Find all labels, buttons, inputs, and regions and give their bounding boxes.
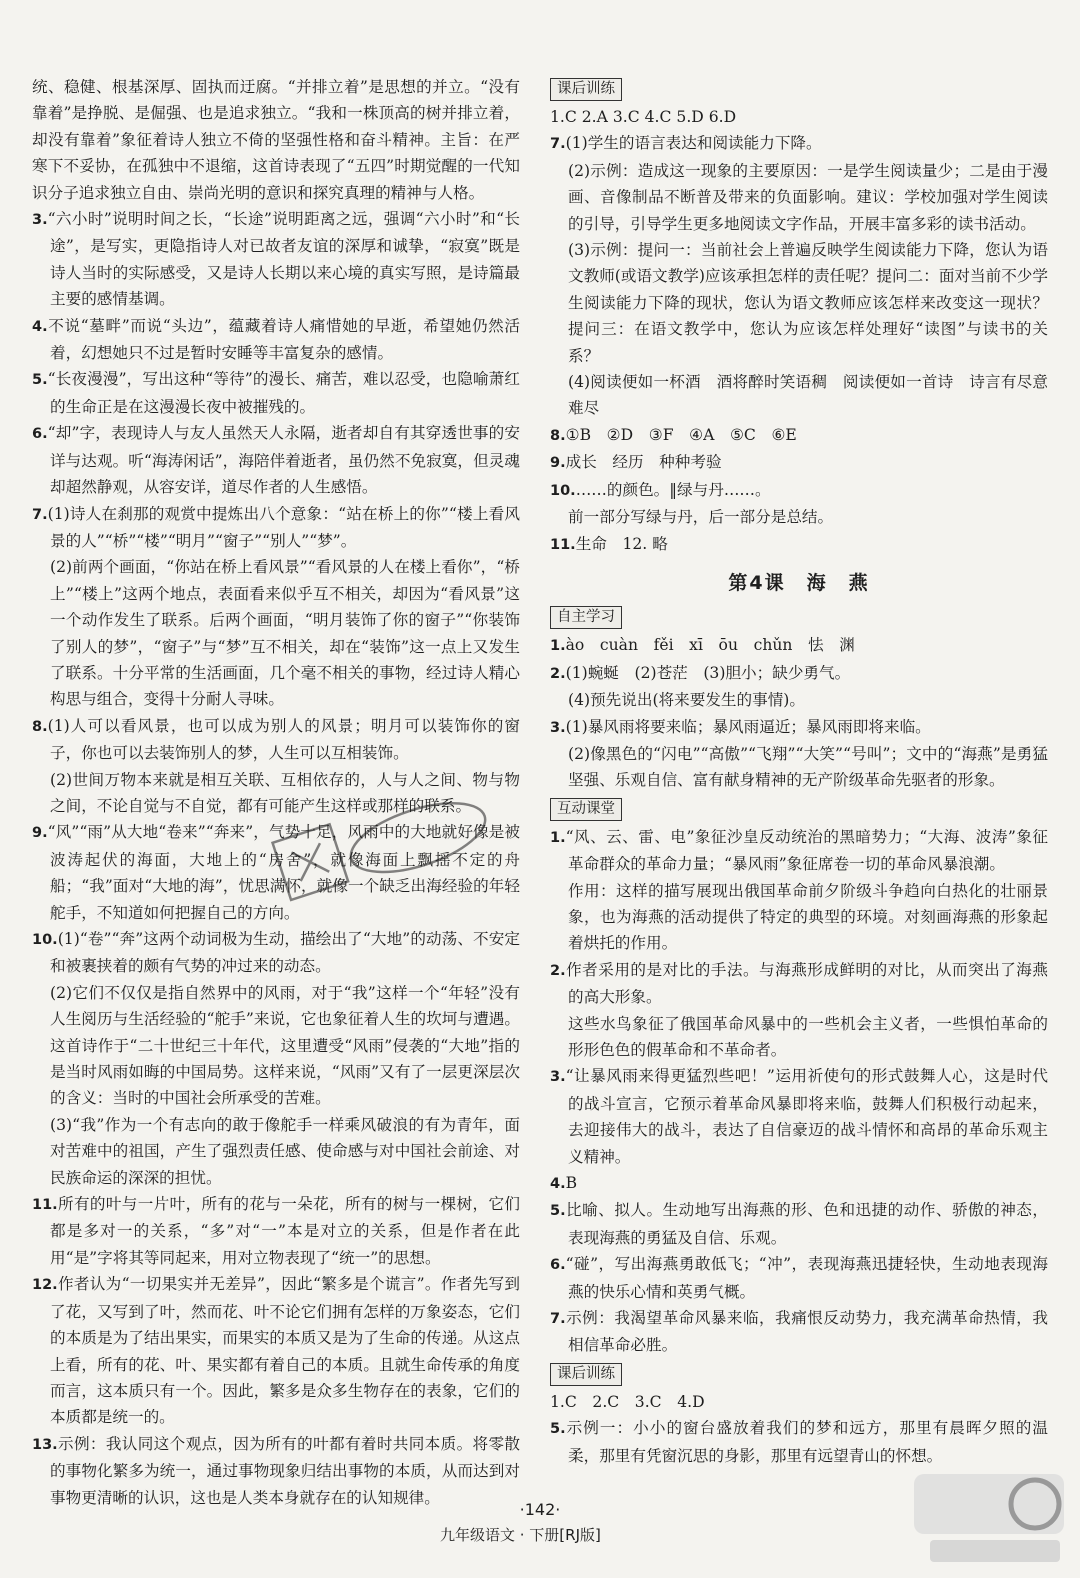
section-interactive: [550, 794, 1048, 1359]
answer-line: [32, 554, 520, 712]
answer-text: 1.C 2.A 3.C 4.C 5.D 6.D: [550, 108, 737, 126]
answer-line: [550, 632, 1048, 659]
question-number: 3.: [550, 719, 566, 736]
answer-text: (4)阅读便如一杯酒 酒将醉时笑语稠 阅读便如一首诗 诗言有尽意难尽: [568, 373, 1048, 418]
answer-line: [550, 504, 1048, 530]
question-number: 9.: [32, 825, 48, 842]
answer-line: [32, 313, 520, 367]
answer-line: [550, 957, 1048, 1011]
answer-text: 前一部分写绿与丹，后一部分是总结。: [568, 508, 834, 527]
answer-text: (1)人可以看风景，也可以成为别人的风景；明月可以装饰你的窗子，你也可以去装饰别人的梦，人生可以互相装饰。: [47, 716, 520, 763]
answer-line: [32, 980, 520, 1112]
right-column: [550, 74, 1048, 1469]
answer-line: [32, 501, 520, 555]
answer-text: 1.C 2.C 3.C 4.D: [550, 1392, 705, 1411]
answer-text: (1)学生的语言表达和阅读能力下降。: [565, 134, 822, 153]
answer-line: [550, 1389, 1048, 1415]
answer-line: [32, 206, 520, 313]
section-after-class-2: [550, 1359, 1048, 1469]
answer-line: [550, 369, 1048, 422]
answer-text: 这些水鸟象征了俄国革命风暴中的一些机会主义者，一些惧怕革命的形形色色的假革命和不革命者。: [568, 1014, 1048, 1059]
footer-book-title: 九年级语文 · 下册[RJ版]: [440, 1526, 601, 1544]
answer-line: [550, 687, 1048, 713]
section-after-class-1: [550, 74, 1048, 558]
question-number: 2.: [550, 665, 566, 682]
answer-text: “风、云、雷、电”象征沙皇反动统治的黑暗势力；“大海、波涛”象征革命群众的革命力量；“暴风雨”象征席卷一切的革命风暴浪潮。: [565, 827, 1048, 874]
question-number: 9.: [550, 455, 566, 472]
question-number: 5.: [550, 1203, 566, 1220]
answer-text: (1)诗人在刹那的观赏中提炼出八个意象：“站在桥上的你”“楼上看风景的人”“桥”“楼”“明月”“窗子”“别人”“梦”。: [47, 504, 520, 550]
answer-line: [550, 1251, 1048, 1305]
watermark-logo: [910, 1470, 1070, 1570]
answer-text: (2)世间万物本来就是相互关联、互相依存的，人与人之间、物与物之间，不论自觉与不自觉，都有可能产生这样或那样的联系。: [50, 770, 520, 815]
answer-text: 不说“墓畔”而说“头边”，蕴藏着诗人痛惜她的早逝，希望她仍然活着，幻想她只不过是暂时安睡等丰富复杂的感情。: [47, 316, 520, 363]
answer-text: (3)示例：提问一：当前社会上普遍反映学生阅读能力下降，您认为语文教师(或语文教学)应该承担怎样的责任呢？提问二：面对当前不少学生阅读能力下降的现状，您认为语文教师应该怎样来改变这一现状？提问三：在语文教学中，您认为应该怎样处理好“读图”与读书的关系？: [568, 241, 1048, 365]
answer-line: [550, 104, 1048, 130]
answer-text: “六小时”说明时间之长，“长途”说明距离之远，强调“六小时”和“长途”，是写实，更隐指诗人对已故者友谊的深厚和诚挚，“寂寞”既是诗人当时的实际感受，又是诗人长期以来心境的真实写照，是诗篇最主要的感情基调。: [47, 210, 520, 309]
answer-text: 示例：我认同这个观点，因为所有的叶都有着时共同本质。将零散的事物化繁多为统一，通过事物现象归结出事物的本质，从而达到对事物更清晰的认识，这也是人类本身就存在的认知规律。: [50, 1434, 520, 1507]
answer-text: (2)示例：造成这一现象的主要原因：一是学生阅读量少；二是由于漫画、音像制品不断普及带来的负面影响。建议：学校加强对学生阅读的引导，引导学生更多地阅读文字作品，开展丰富多彩的读书活动。: [568, 161, 1048, 233]
question-number: 5.: [32, 372, 48, 389]
question-number: 2.: [550, 962, 566, 979]
section-label: 自主学习: [550, 606, 622, 629]
answer-text: (2)像黑色的“闪电”“高傲”“飞翔”“大笑”“号叫”；文中的“海燕”是勇猛坚强、乐观自信、富有献身精神的无产阶级革命先驱者的形象。: [568, 744, 1048, 790]
answer-line: [550, 824, 1048, 878]
lesson-title: 第4课 海 燕: [728, 571, 870, 594]
answer-line: [550, 1170, 1048, 1197]
answer-line: [550, 1197, 1048, 1251]
answer-line: [550, 878, 1048, 957]
answer-line: [550, 158, 1048, 237]
answer-line: [550, 1415, 1048, 1469]
section-self-study: [550, 602, 1048, 793]
answer-text: 作用：这样的描写展现出俄国革命前夕阶级斗争趋向白热化的壮丽景象，也为海燕的活动提供了特定的典型的环境。对刻画海燕的形象起着烘托的作用。: [568, 881, 1048, 953]
question-number: 3.: [550, 1069, 566, 1086]
question-number: 7.: [550, 136, 566, 153]
answer-text: 示例：我渴望革命风暴来临，我痛恨反动势力，我充满革命热情，我相信革命必胜。: [565, 1309, 1048, 1355]
question-number: 4.: [32, 318, 48, 335]
answer-text: “风”“雨”从大地“卷来”“奔来”，气势十足，风雨中的大地就好像是被波涛起伏的海面，大地上的“房舍”，就像海面上飘摇不定的舟船；“我”面对“大地的海”，忧思满怀，就像一个缺乏出海经验的年轻舵手，不知道如何把握自己的方向。: [47, 823, 520, 922]
question-number: 13.: [32, 1436, 58, 1453]
question-number: 11.: [550, 536, 576, 553]
answer-text: 作者认为“一切果实并无差异”，因此“繁多是个谎言”。作者先写到了花，又写到了叶，然而花、叶不论它们拥有怎样的万象姿态，它们的本质是为了结出果实，而果实的本质又是为了生命的传递。从这点上看，所有的花、叶、果实都有着自己的本质。且就生命传承的角度而言，这本质只有一个。因此，繁多是众多生物存在的表象，它们的本质都是统一的。: [50, 1275, 520, 1427]
answer-text: “让暴风雨来得更猛烈些吧！”运用祈使句的形式鼓舞人心，这是时代的战斗宣言，它预示着革命风暴即将来临，鼓舞人们积极行动起来，去迎接伟大的战斗，表达了自信豪迈的战斗情怀和高昂的革命乐观主义精神。: [565, 1067, 1048, 1166]
answer-line: [550, 741, 1048, 794]
section-label: 课后训练: [550, 1363, 622, 1386]
answer-line: [550, 1305, 1048, 1359]
answer-line: [32, 1191, 520, 1271]
answer-line: [550, 1063, 1048, 1170]
question-number: 10.: [550, 482, 576, 499]
answer-text: “却”字，表现诗人与友人虽然天人永隔，逝者却自有其穿透世事的安详与达观。听“海涛闲话”，海陪伴着逝者，虽仍然不免寂寞，但灵魂却超然静观，从容安详，道尽作者的人生感悟。: [47, 424, 520, 497]
question-number: 8.: [550, 427, 566, 444]
answer-line: [32, 926, 520, 980]
answer-line: [32, 420, 520, 500]
answer-line: [32, 366, 520, 420]
answer-text: 生命 12. 略: [575, 534, 668, 553]
answer-text: (1)“卷”“奔”这两个动词极为生动，描绘出了“大地”的动荡、不安定和被裹挟着的颇有气势的冲过来的动态。: [50, 930, 520, 976]
answer-text: 作者采用的是对比的手法。与海燕形成鲜明的对比，从而突出了海燕的高大形象。: [565, 960, 1048, 1007]
answer-text: (1)蜿蜒 (2)苍茫 (3)胆小；缺少勇气。: [565, 663, 851, 682]
question-number: 10.: [32, 932, 58, 948]
answer-text: ①B ②D ③F ④A ⑤C ⑥E: [565, 425, 797, 444]
question-number: 5.: [550, 1421, 566, 1438]
question-number: 4.: [550, 1176, 566, 1193]
answer-text: 统、稳健、根基深厚、固执而迂腐。“并排立着”是思想的并立。“没有靠着”是挣脱、是倔强、也是追求独立。“我和一株顶高的树并排立着，却没有靠着”象征着诗人独立不倚的坚强性格和奋斗精神。主旨：在严寒下不妥协，在孤独中不退缩，这首诗表现了“五四”时期觉醒的一代知识分子追求独立自由、崇尚光明的意识和探究真理的精神与人格。: [32, 78, 520, 202]
answer-text: “长夜漫漫”，写出这种“等待”的漫长、痛苦，难以忍受，也隐喻萧红的生命正是在这漫漫长夜中被摧残的。: [47, 370, 520, 416]
answer-line: [32, 713, 520, 767]
answer-line: [550, 237, 1048, 369]
answer-text: (3)“我”作为一个有志向的敢于像舵手一样乘风破浪的有为青年，面对苦难中的祖国，产生了强烈责任感、使命感与对中国社会前途、对民族命运的深深的担忧。: [50, 1115, 520, 1187]
question-number: 6.: [32, 426, 48, 443]
answer-line: [550, 660, 1048, 687]
answer-text: ……的颜色。‖绿与丹……。: [575, 480, 771, 499]
stamp-logo: [250, 790, 510, 910]
answer-line: [550, 1011, 1048, 1064]
question-number: 7.: [550, 1311, 566, 1328]
answer-text: B: [565, 1174, 578, 1193]
answer-text: ào cuàn fěi xī ōu chǔn 怯 渊: [565, 636, 855, 655]
question-number: 1.: [550, 829, 566, 846]
answer-line: [550, 531, 1048, 558]
answer-text: 比喻、拟人。生动地写出海燕的形、色和迅捷的动作、骄傲的神态，表现海燕的勇猛及自信、乐观。: [565, 1201, 1048, 1247]
answer-line: [32, 1431, 520, 1511]
answer-text: “碰”，写出海燕勇敢低飞；“冲”，表现海燕迅捷轻快，生动地表现海燕的快乐心情和英勇气概。: [565, 1255, 1048, 1301]
section-label: 互动课堂: [550, 798, 622, 821]
question-number: 12.: [32, 1277, 58, 1294]
question-number: 8.: [32, 718, 48, 735]
question-number: 1.: [550, 638, 566, 655]
question-number: 7.: [32, 506, 48, 523]
question-number: 3.: [32, 212, 48, 229]
answer-text: (4)预先说出(将来要发生的事情)。: [568, 691, 805, 710]
answer-text: 成长 经历 种种考验: [565, 453, 722, 472]
answer-text: (2)它们不仅仅是指自然界中的风雨，对于“我”这样一个“年轻”没有人生阅历与生活经验的“舵手”来说，它也象征着人生的坎坷与遭遇。这首诗作于“二十世纪三十年代，这里遭受“风雨”侵袭的“大地”指的是当时风雨如晦的中国局势。这样来说，“风雨”又有了一层更深层次的含义：当时的中国社会所承受的苦难。: [50, 983, 520, 1108]
question-number: 6.: [550, 1257, 566, 1274]
answer-text: (2)前两个画面，“你站在桥上看风景”“看风景的人在楼上看你”，“桥上”“楼上”这两个地点，表面看来似乎互不相关，却因为“看风景”这一个动作发生了联系。后两个画面，“明月装饰了你的窗子”“你装饰了别人的梦”，“窗子”与“梦”互不相关，却在“装饰”这一点上又发生了联系。十分平常的生活画面，几个毫不相关的事物，经过诗人精心构思与组合，变得十分耐人寻味。: [50, 558, 520, 709]
answer-line: [32, 1112, 520, 1191]
answer-line: [32, 1271, 520, 1430]
answer-text: 所有的叶与一片叶，所有的花与一朵花，所有的树与一棵树，它们都是多对一的关系，“多”对“一”本是对立的关系，但是作者在此用“是”字将其等同起来，用对立物表现了“统一”的思想。: [50, 1195, 520, 1267]
question-number: 11.: [32, 1197, 58, 1214]
answer-line: [550, 714, 1048, 741]
answer-line: [550, 130, 1048, 157]
answer-line: [550, 477, 1048, 504]
answer-text: (1)暴风雨将要来临；暴风雨逼近；暴风雨即将来临。: [565, 717, 931, 736]
answer-text: 示例一：小小的窗台盛放着我们的梦和远方，那里有晨晖夕照的温柔，那里有凭窗沉思的身影，那里有远望青山的怀想。: [565, 1419, 1048, 1465]
answer-line: [32, 74, 520, 206]
answer-line: [550, 449, 1048, 476]
section-label: 课后训练: [550, 78, 622, 101]
page-number: ·142·: [519, 1500, 561, 1519]
answer-line: [550, 422, 1048, 449]
